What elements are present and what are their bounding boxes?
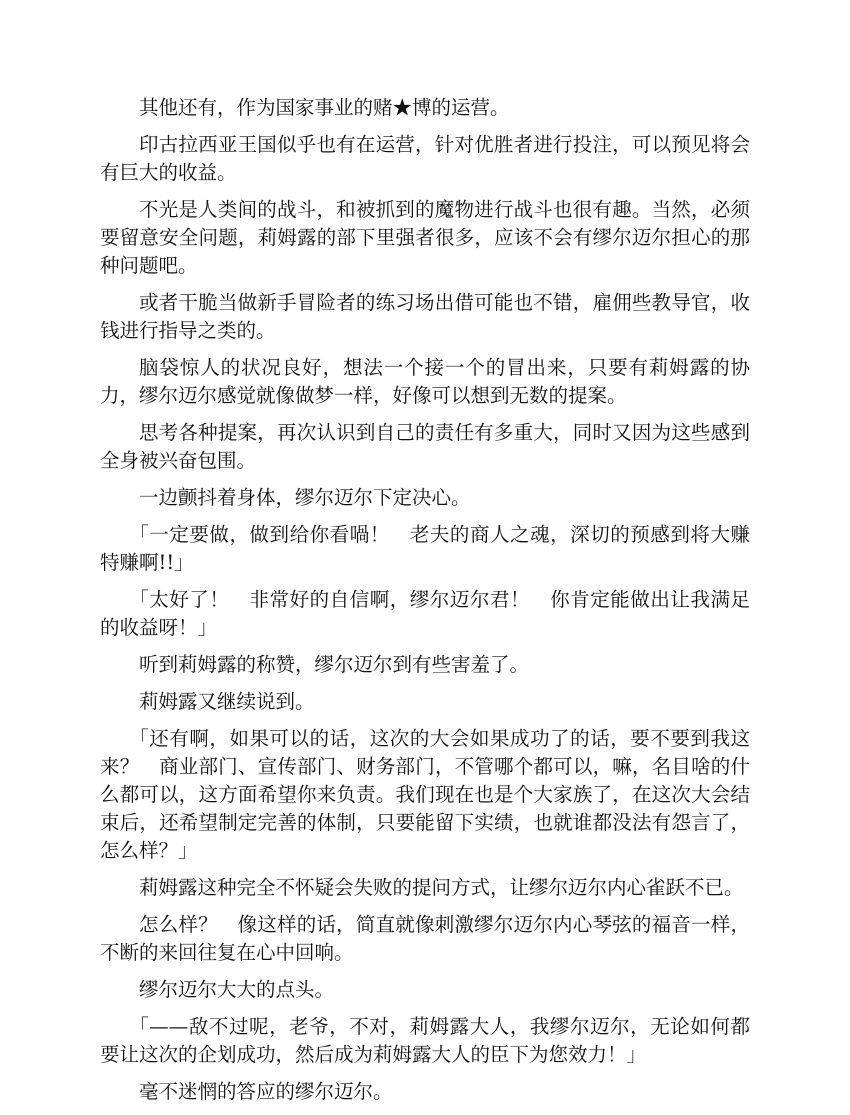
- document-page: [100, 94, 750, 1115]
- dialog-paragraph: 「太好了！ 非常好的自信啊，缪尔迈尔君！ 你肯定能做出让我满足的收益呀！」: [100, 588, 750, 639]
- paragraph: 缪尔迈尔大大的点头。: [139, 978, 335, 1001]
- paragraph: 毫不迷惘的答应的缪尔迈尔。: [139, 1080, 393, 1103]
- paragraph: 不光是人类间的战斗，和被抓到的魔物进行战斗也很有趣。当然，必须要留意安全问题，莉姆露的部下里强者很多，应该不会有缪尔迈尔担心的那种问题吧。: [100, 198, 750, 277]
- paragraph: 莉姆露这种完全不怀疑会失败的提问方式，让缪尔迈尔内心雀跃不已。: [139, 876, 744, 899]
- dialog-paragraph: 「——敌不过呢，老爷，不对，莉姆露大人，我缪尔迈尔，无论如何都要让这次的企划成功，然后成为莉姆露大人的臣下为您效力！」: [100, 1015, 750, 1066]
- dialog-paragraph: 「还有啊，如果可以的话，这次的大会如果成功了的话，要不要到我这来？ 商业部门、宣传部门、财务部门，不管哪个都可以，嘛，名目啥的什么都可以，这方面希望你来负责。我们现在也是个大家族了，在这次大会结束后，还希望制定完善的体制，只要能留下实绩，也就谁都没法有怨言了，怎么样？」: [100, 727, 750, 862]
- dialog-paragraph: 「一定要做，做到给你看喎！ 老夫的商人之魂，深切的预感到将大赚特赚啊!!」: [100, 523, 750, 574]
- paragraph: 或者干脆当做新手冒险者的练习场出借可能也不错，雇佣些教导官，收钱进行指导之类的。: [100, 291, 750, 342]
- paragraph: 听到莉姆露的称赞，缪尔迈尔到有些害羞了。: [139, 653, 530, 676]
- paragraph: 一边颤抖着身体，缪尔迈尔下定决心。: [139, 486, 471, 509]
- paragraph: 怎么样？ 像这样的话，简直就像刺激缪尔迈尔内心琴弦的福音一样，不断的来回往复在心中回响。: [100, 913, 750, 964]
- paragraph: 其他还有，作为国家事业的赌★博的运营。: [139, 96, 510, 119]
- paragraph: 脑袋惊人的状况良好，想法一个接一个的冒出来，只要有莉姆露的协力，缪尔迈尔感觉就像做梦一样，好像可以想到无数的提案。: [100, 356, 750, 407]
- paragraph: 印古拉西亚王国似乎也有在运营，针对优胜者进行投注，可以预见将会有巨大的收益。: [100, 133, 750, 184]
- paragraph: 思考各种提案，再次认识到自己的责任有多重大，同时又因为这些感到全身被兴奋包围。: [100, 421, 750, 472]
- paragraph: 莉姆露又继续说到。: [139, 690, 315, 713]
